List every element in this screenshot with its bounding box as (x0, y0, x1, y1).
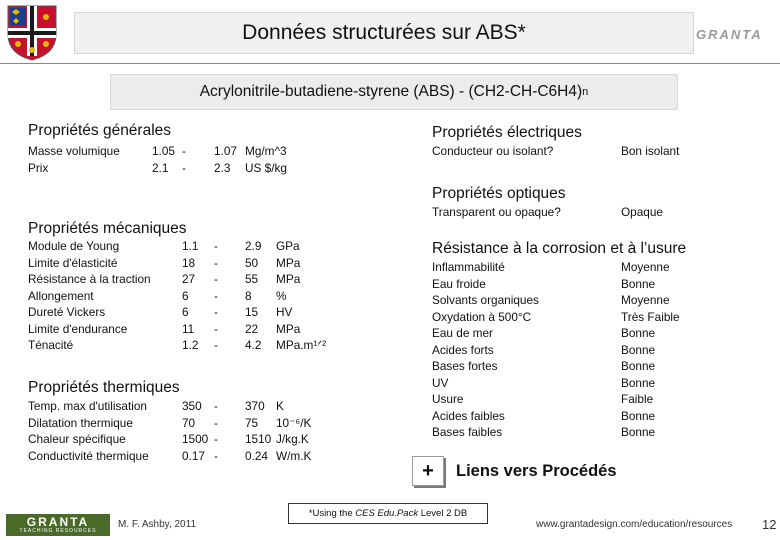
property-name: Dureté Vickers (28, 305, 106, 319)
cambridge-crest-icon (6, 4, 58, 62)
property-value: Très Faible (621, 309, 680, 324)
property-max: 2.3 (214, 160, 231, 175)
property-max: 0.24 (245, 448, 268, 463)
property-unit: HV (276, 305, 293, 319)
property-name: Bases fortes (432, 359, 498, 373)
note-prefix: *Using the (308, 508, 353, 519)
granta-footer-logo (6, 514, 110, 536)
section-heading-mechanical: Propriétés mécaniques (28, 220, 187, 237)
property-value: Bonne (621, 342, 656, 357)
property-name: Masse volumique (28, 144, 120, 158)
thermal-sep (214, 398, 218, 464)
property-unit: 10⁻⁶/K (276, 415, 312, 430)
material-subtitle (110, 74, 678, 110)
property-name: Acides faibles (432, 408, 505, 423)
corrosion-values (621, 259, 680, 441)
property-min: 27 (182, 272, 196, 286)
property-name: Prix (28, 160, 49, 175)
mechanical-unit (276, 238, 326, 354)
property-value: Opaque (621, 205, 663, 219)
mechanical-names (28, 238, 151, 354)
range-separator: - (214, 321, 218, 336)
range-separator: - (182, 144, 186, 158)
property-name: Eau de mer (432, 326, 493, 340)
range-separator: - (214, 432, 218, 446)
subtitle-text: Acrylonitrile-butadiene-styrene (ABS) - (CH2-CH-C6H4) (199, 83, 583, 100)
section-heading-electrical: Propriétés électriques (432, 124, 582, 141)
general-min (152, 143, 175, 176)
links-to-processes[interactable]: Liens vers Procédés (456, 462, 617, 480)
property-unit: MPa (276, 255, 301, 270)
property-value: Bonne (621, 408, 656, 423)
section-heading-corrosion: Résistance à la corrosion et à l’usure (432, 240, 687, 257)
corrosion-names (432, 259, 539, 441)
property-unit: Mg/m^3 (245, 144, 287, 158)
section-heading-thermal: Propriétés thermiques (28, 379, 180, 396)
range-separator: - (214, 305, 218, 319)
property-unit: MPa (276, 272, 301, 286)
property-min: 1.2 (182, 338, 199, 352)
general-max (214, 143, 237, 176)
property-value: Bonne (621, 375, 656, 390)
property-min: 18 (182, 255, 196, 270)
property-max: 1510 (245, 432, 272, 446)
property-name: Acides forts (432, 342, 494, 357)
property-max: 50 (245, 255, 259, 270)
property-min: 0.17 (182, 448, 205, 463)
resource-url-link[interactable]: www.grantadesign.com/education/resources (536, 519, 733, 530)
property-name: Conductivité thermique (28, 448, 149, 463)
thermal-max (245, 398, 271, 464)
property-value: Faible (621, 392, 654, 406)
property-name: Eau froide (432, 276, 486, 291)
property-value: Bonne (621, 326, 656, 340)
author-credit: M. F. Ashby, 2011 (118, 519, 197, 530)
property-max: 15 (245, 305, 259, 319)
range-separator: - (182, 160, 186, 175)
source-note (288, 503, 488, 524)
section-heading-optical: Propriétés optiques (432, 185, 566, 202)
logo-sub-text: TEACHING RESOURCES (19, 528, 97, 534)
property-min: 1.05 (152, 144, 175, 158)
property-unit: MPa.m¹ᐟ² (276, 338, 327, 352)
property-min: 350 (182, 399, 202, 413)
property-min: 6 (182, 305, 189, 319)
property-value: Moyenne (621, 260, 670, 274)
property-max: 4.2 (245, 338, 262, 352)
mechanical-sep (214, 238, 218, 354)
range-separator: - (214, 272, 218, 286)
range-separator: - (214, 255, 218, 270)
property-max: 75 (245, 415, 259, 430)
range-separator: - (214, 239, 218, 253)
range-separator: - (214, 288, 218, 303)
granta-brand-logo: GRANTA (696, 27, 763, 42)
header-divider (0, 63, 780, 64)
property-name: Conducteur ou isolant? (432, 144, 554, 158)
property-max: 2.9 (245, 239, 262, 253)
property-name: Oxydation à 500°C (432, 309, 532, 324)
property-name: UV (432, 375, 449, 390)
property-min: 11 (182, 321, 195, 336)
property-max: 8 (245, 288, 252, 303)
add-link-button[interactable]: + (412, 456, 444, 486)
property-name: Usure (432, 392, 464, 406)
general-unit (245, 143, 287, 176)
property-max: 1.07 (214, 144, 237, 158)
property-name: Ténacité (28, 338, 74, 352)
property-min: 6 (182, 288, 189, 303)
property-name: Limite d'endurance (28, 321, 128, 336)
property-unit: MPa (276, 321, 301, 336)
property-value: Bonne (621, 359, 656, 373)
thermal-unit (276, 398, 311, 464)
thermal-min (182, 398, 208, 464)
subtitle-subscript: n (582, 86, 589, 98)
logo-main-text: GRANTA (26, 515, 90, 529)
property-unit: % (276, 288, 287, 303)
property-value: Bonne (621, 276, 656, 291)
range-separator: - (214, 415, 218, 430)
property-max: 55 (245, 272, 259, 286)
property-unit: US $/kg (245, 160, 287, 175)
note-suffix: Level 2 DB (420, 508, 468, 519)
property-max: 370 (245, 399, 265, 413)
property-value: Bon isolant (621, 144, 680, 158)
property-name: Temp. max d'utilisation (28, 399, 147, 413)
property-value: Bonne (621, 425, 656, 439)
thermal-names (28, 398, 149, 464)
property-name: Dilatation thermique (28, 415, 133, 430)
page-number: 12 (762, 517, 777, 532)
property-max: 22 (245, 321, 259, 336)
property-name: Module de Young (28, 239, 120, 253)
property-value: Moyenne (621, 293, 670, 307)
property-name: Résistance à la traction (28, 272, 151, 286)
general-names (28, 143, 120, 176)
property-name: Transparent ou opaque? (432, 205, 561, 219)
property-min: 2.1 (152, 160, 169, 175)
mechanical-min (182, 238, 198, 354)
property-min: 1500 (182, 432, 209, 446)
property-unit: W/m.K (276, 448, 312, 463)
section-heading-general: Propriétés générales (28, 122, 172, 139)
property-name: Allongement (28, 288, 94, 303)
property-unit: K (276, 399, 284, 413)
property-min: 1.1 (182, 239, 199, 253)
property-min: 70 (182, 415, 196, 430)
general-sep (182, 143, 186, 176)
range-separator: - (214, 338, 218, 352)
property-name: Solvants organiques (432, 293, 539, 307)
note-software: CES Edu.Pack (355, 508, 419, 519)
mechanical-max (245, 238, 261, 354)
property-name: Limite d'élasticité (28, 255, 118, 270)
property-name: Inflammabilité (432, 260, 505, 274)
property-unit: J/kg.K (276, 432, 309, 446)
page-title: Données structurées sur ABS* (74, 12, 694, 54)
range-separator: - (214, 399, 218, 413)
property-unit: GPa (276, 239, 300, 253)
property-name: Bases faibles (432, 425, 503, 439)
property-name: Chaleur spécifique (28, 432, 126, 446)
range-separator: - (214, 448, 218, 463)
